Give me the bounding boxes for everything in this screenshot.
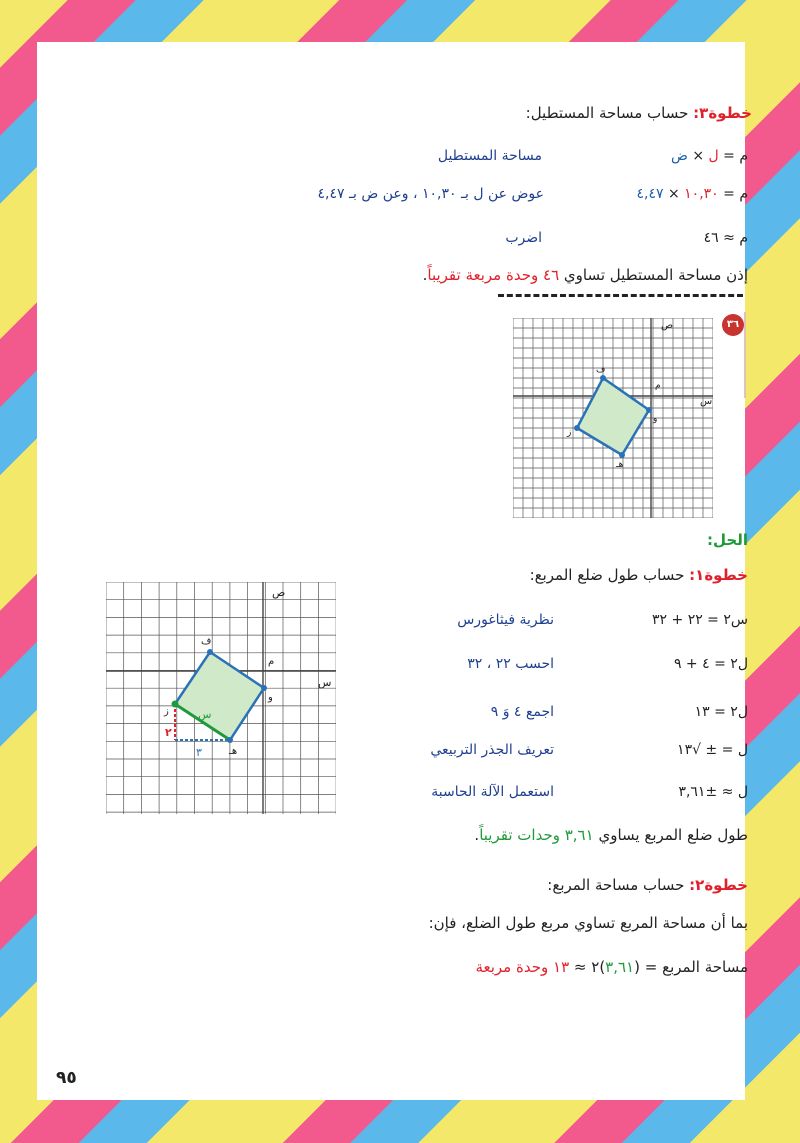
step3-title: خطوة٣: حساب مساحة المستطيل: (525, 104, 752, 122)
graph1-square (577, 378, 649, 455)
step3-multiply: م ≈ ٤٦ (703, 230, 748, 246)
step1-row-2-desc: احسب ٢٢ ، ٣٢ (467, 656, 554, 672)
graph2 (106, 582, 336, 814)
step1-row-1: س٢ = ٢٢ + ٣٢ (652, 612, 748, 628)
step3-multiply-desc: اضرب (505, 230, 542, 246)
graph2-two-label: ٢ (165, 726, 172, 739)
step1-conclusion: طول ضلع المربع يساوي ٣,٦١ وحدات تقريباً. (474, 826, 748, 844)
graph1 (513, 318, 713, 518)
graph2-y-label: ص (272, 586, 286, 599)
graph1-x-label: س (700, 396, 713, 407)
step2-title: خطوة٢: حساب مساحة المربع: (547, 876, 748, 894)
problem-number-badge: ٣٦ (722, 314, 744, 336)
graph2-z-label: ز (164, 706, 169, 717)
graph1-m-label: م (655, 381, 661, 391)
step2-formula: مساحة المربع = (٣,٦١)٢ ≈ ١٣ وحدة مربعة (475, 958, 748, 976)
graph2-three-label: ٣ (196, 746, 202, 759)
step1-row-1-desc: نظرية فيثاغورس (457, 612, 554, 628)
step2-line1: بما أن مساحة المربع تساوي مربع طول الضلع، فإن: (428, 914, 748, 932)
graph1-y-label: ص (661, 320, 674, 331)
step1-row-2: ل٢ = ٤ + ٩ (673, 656, 748, 672)
step1-row-4: ل = ± √١٣ (677, 742, 748, 758)
graph2-s-label: س (198, 708, 212, 721)
step3-formula: م = ل × ض (670, 148, 748, 164)
graph2-w-label: و (268, 692, 273, 703)
graph1-f-label: ف (596, 365, 606, 375)
graph2-x-label: س (318, 676, 332, 689)
step3-conclusion: إذن مساحة المستطيل تساوي ٤٦ وحدة مربعة تقريباً. (422, 266, 748, 284)
step3-substitute: م = ١٠,٣٠ × ٤,٤٧ (636, 186, 748, 202)
step3-formula-desc: مساحة المستطيل (437, 148, 542, 164)
solution-label: الحل: (707, 531, 748, 549)
step1-row-3-desc: اجمع ٤ وَ ٩ (490, 704, 554, 720)
graph1-w-label: و (653, 414, 658, 424)
step1-row-5-desc: استعمل الآلة الحاسبة (431, 784, 554, 800)
dashed-separator (498, 294, 743, 297)
step3-substitute-desc: عوض عن ل بـ ١٠,٣٠ ، وعن ض بـ ٤,٤٧ (317, 186, 544, 202)
graph2-square (175, 652, 264, 740)
graph2-f-label: ف (201, 636, 212, 647)
graph1-h-label: هـ (616, 460, 624, 470)
page-number: ٩٥ (56, 1068, 77, 1088)
step1-title: خطوة١: حساب طول ضلع المربع: (529, 566, 748, 584)
step1-row-5: ل ≈ ±٣,٦١ (678, 784, 748, 800)
step1-row-3: ل٢ = ١٣ (694, 704, 748, 720)
graph2-h-label: هـ (229, 746, 238, 757)
graph2-m-label: م (268, 656, 275, 667)
graph1-z-label: ز (567, 428, 572, 438)
step1-row-4-desc: تعريف الجذر التربيعي (430, 742, 554, 758)
